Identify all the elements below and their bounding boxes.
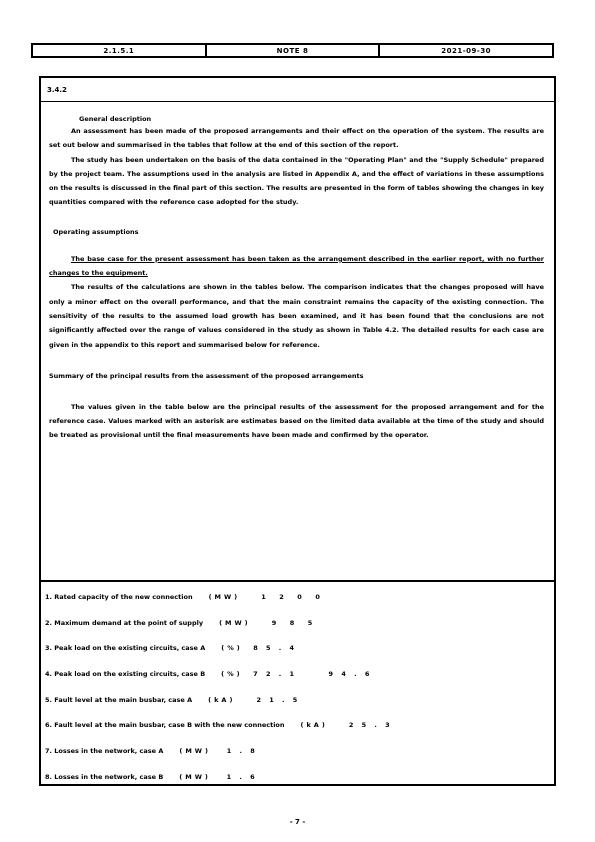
list-item-label: 5. Fault level at the main busbar, case A [45, 695, 193, 704]
header-cell-left: 2.1.5.1 [103, 46, 135, 55]
list-item [41, 661, 554, 687]
list-item-value: (MW) 1 . 8 [179, 746, 258, 755]
section-heading: Operating assumptions [53, 227, 139, 236]
list-item [41, 610, 554, 636]
list-item-label: 4. Peak load on the existing circuits, case B [45, 669, 206, 678]
header-cell-right: 2021-09-30 [378, 45, 552, 56]
section-heading: Summary of the principal results from the assessment of the proposed arrangements [49, 371, 364, 380]
list-item-value: (%) 7 2 . 1 9 4 . 6 [221, 669, 373, 678]
subtitle: General description [79, 115, 152, 123]
paragraph [49, 252, 544, 281]
list-item-label: 6. Fault level at the main busbar, case B with the new connection [45, 721, 285, 730]
paragraph: An assessment has been made of the proposed arrangements and their effect on the operation of the system. The results are set out below and summarised in the tables that follow at the end of this section of the report. [49, 127, 544, 150]
list-item-label: 7. Losses in the network, case A [45, 746, 164, 755]
list-item-value: (MW) 1 2 0 0 [208, 592, 323, 601]
list-item [41, 764, 554, 790]
box-label: 3.4.2 [41, 78, 554, 102]
results-list [41, 580, 554, 790]
content-box [39, 76, 556, 786]
list-item-value: (kA) 2 1 . 5 [208, 695, 301, 704]
header-cell-middle: NOTE 8 [205, 45, 379, 56]
list-item-value: (MW) 9 8 5 [219, 618, 316, 627]
list-item [41, 687, 554, 713]
list-item [41, 738, 554, 764]
header-table [31, 43, 554, 58]
list-item-value: (MW) 1 . 6 [179, 772, 258, 781]
list-item-value: (kA) 2 5 . 3 [300, 721, 393, 730]
list-item-label: 2. Maximum demand at the point of supply [45, 618, 204, 627]
list-item [41, 635, 554, 661]
list-item-label: 1. Rated capacity of the new connection [45, 592, 193, 601]
list-item-label: 3. Peak load on the existing circuits, case A [45, 644, 206, 653]
list-item [41, 712, 554, 738]
list-item-value: (%) 8 5 . 4 [221, 644, 298, 653]
paragraph: The values given in the table below are the principal results of the assessment for the proposed arrangement and for the reference case. Values marked with an asterisk are estimates based on the limited data available at the time of the study and should be treated as provisional until the final measurements have been made and confirmed by the operator. [49, 402, 544, 440]
page-number: - 7 - [289, 818, 306, 826]
content-body [41, 102, 554, 580]
underlined-text: The base case for the present assessment has been taken as the arrangement described in the earlier report, with no further changes to the equipment. [49, 254, 544, 278]
list-item-label: 8. Losses in the network, case B [45, 772, 164, 781]
paragraph: The results of the calculations are shown in the tables below. The comparison indicates that the changes proposed will have only a minor effect on the overall performance, and that the main constraint remains the capacity of the existing connection. The sensitivity of the results to the assumed load growth has been examined, and it has been found that the conclusions are not significantly affected over the range of values considered in the study as shown in Table 4.2. The detailed results for each case are given in the appendix to this report and summarised below for reference. [49, 283, 544, 349]
paragraph: The study has been undertaken on the basis of the data contained in the "Operating Plan" and the "Supply Schedule" prepared by the project team. The assumptions used in the analysis are listed in Appendix A, and the effect of variations in these assumptions on the results is discussed in the final part of this section. The results are presented in the form of tables showing the changes in key quantities compared with the reference case adopted for the study. [49, 155, 544, 207]
list-item [41, 584, 554, 610]
